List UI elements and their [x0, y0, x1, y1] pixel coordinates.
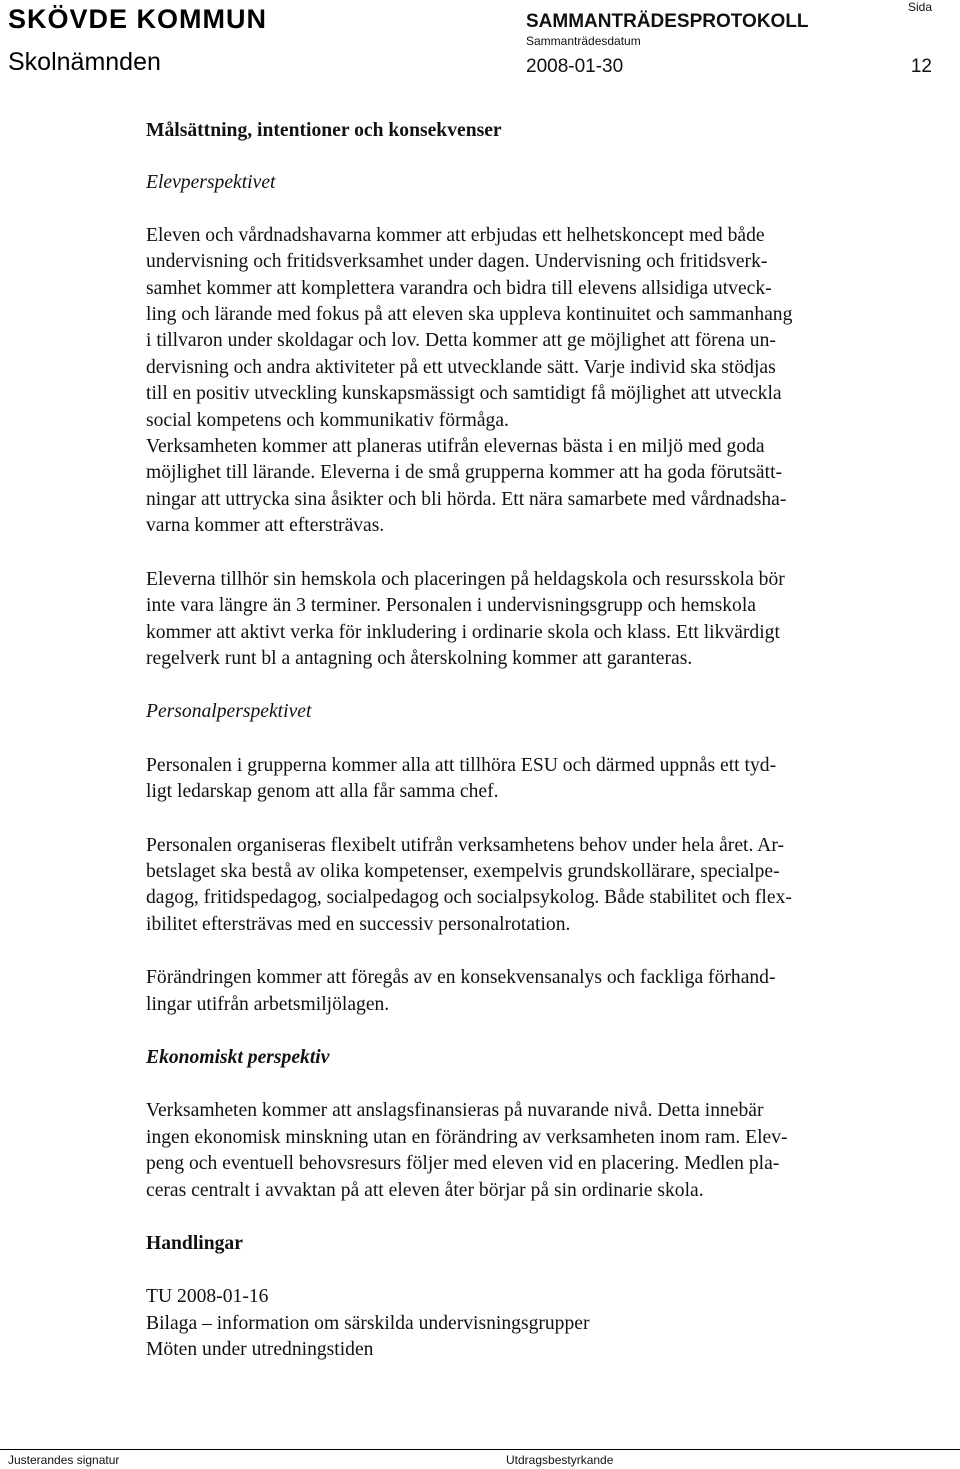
page-number: 12 — [910, 56, 932, 77]
document-header — [0, 0, 960, 90]
paragraph: Eleverna tillhör sin hemskola och placeringen på heldagskola och resursskola bör inte vara längre än 3 terminer. Personalen i undervisningsgrupp och hemskola kommer att aktivt verka för inkludering i ordinarie skola och klass. Ett likvärdigt regelverk runt bl a antagning och återskolning kommer att garanteras. — [146, 568, 785, 669]
list-item: Bilaga – information om särskilda undervisningsgrupper — [146, 1312, 590, 1334]
protocol-title: SAMMANTRÄDESPROTOKOLL — [526, 11, 809, 32]
meeting-date-label: Sammanträdesdatum — [526, 34, 641, 48]
paragraph: Personalen organiseras flexibelt utifrån verksamhetens behov under hela året. Ar- betslaget ska bestå av olika kompetenser, exempelvis grundskollärare, specialpe- dagog, fritidspedagog, socialpedagog och socialpsykolog. Både stabilitet och flex- ibilitet eftersträvas med en successiv personalrotation. — [146, 834, 792, 935]
committee-name: Skolnämnden — [8, 48, 161, 76]
documents-list — [146, 1284, 906, 1363]
page-label: Sida — [907, 0, 932, 14]
extract-label: Utdragsbestyrkande — [506, 1453, 614, 1467]
page-title: Målsättning, intentioner och konsekvenser — [146, 120, 502, 141]
list-item: Möten under utredningstiden — [146, 1339, 374, 1361]
paragraph: Eleven och vårdnadshavarna kommer att erbjudas ett helhetskoncept med både undervisning och fritidsverksamhet under dagen. Undervisning och fritidsverk- samhet kommer att komplettera varandra och bidra till elevens allsidiga utveck- ling och lärande med fokus på att eleven ska uppleva kontinuitet och sammanhang i tillvaron under skoldagar och lov. Detta kommer att ge möjlighet att förena un- dervisning och andra aktiviteter på ett utvecklande sätt. Varje individ ska stödjas till en positiv utveckling kunskapsmässigt och samtidigt få möjlighet att utveckla social kompetens och kommunikativ förmåga. Verksamheten kommer att planeras utifrån elevernas bästa i en miljö med goda möjlighet till lärande. Eleverna i de små grupperna kommer att ha goda förutsätt- ningar att uttrycka sina åsikter och bli hörda. Ett nära samarbete med vårdnadsha- varna kommer att eftersträvas. — [146, 224, 793, 537]
signature-label: Justerandes signatur — [8, 1453, 120, 1467]
section-heading-ekonomiskt-perspektiv: Ekonomiskt perspektiv — [146, 1046, 330, 1068]
section-heading-elevperspektivet: Elevperspektivet — [146, 172, 276, 194]
document-body — [146, 118, 906, 1364]
list-item: TU 2008-01-16 — [146, 1286, 269, 1308]
meeting-date: 2008-01-30 — [526, 56, 624, 77]
document-footer — [0, 1449, 960, 1469]
paragraph: Förändringen kommer att föregås av en konsekvensanalys och fackliga förhand- lingar utifrån arbetsmiljölagen. — [146, 967, 776, 1015]
municipality-logo: SKÖVDE KOMMUN — [8, 4, 268, 34]
paragraph: Verksamheten kommer att anslagsfinansieras på nuvarande nivå. Detta innebär ingen ekonomisk minskning utan en förändring av verksamheten inom ram. Elev- peng och eventuell behovsresurs följer med eleven vid en placering. Medlen pla- ceras centralt i avvaktan på att eleven åter börjar på sin ordinarie skola. — [146, 1100, 788, 1201]
section-heading-personalperspektivet: Personalperspektivet — [146, 701, 312, 723]
section-heading-handlingar: Handlingar — [146, 1233, 243, 1254]
paragraph: Personalen i grupperna kommer alla att tillhöra ESU och därmed uppnås ett tyd- ligt ledarskap genom att alla får samma chef. — [146, 754, 777, 803]
